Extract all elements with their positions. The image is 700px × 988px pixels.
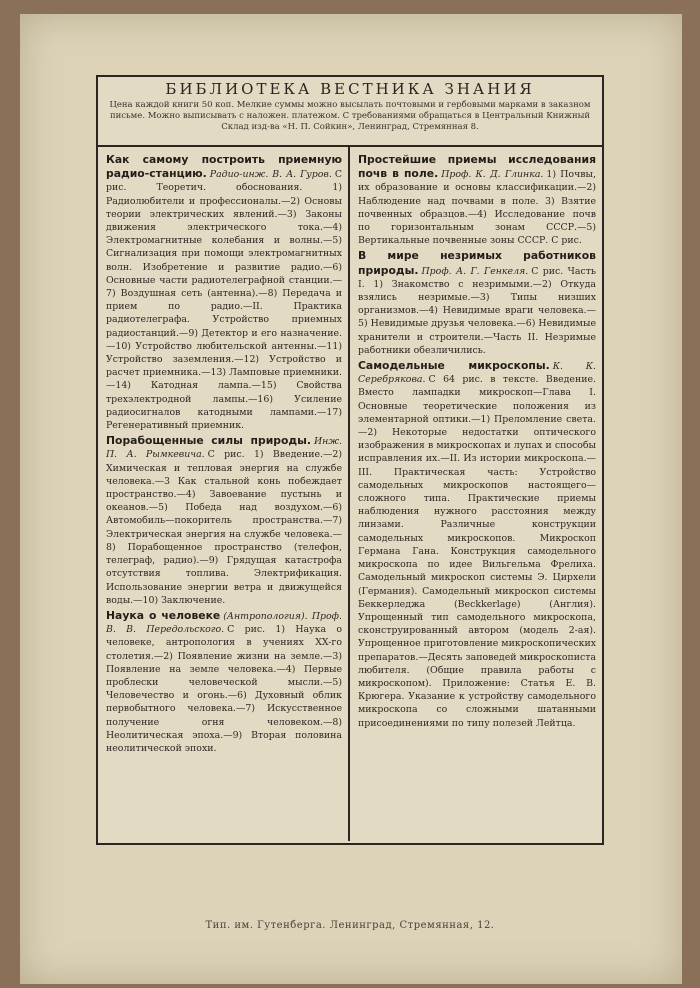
catalog-frame — [96, 75, 604, 845]
book-title: Простейшие приемы исследования почв в поле. — [358, 153, 596, 181]
book-author: Проф. А. Г. Генкеля. — [421, 265, 529, 277]
left-column — [98, 147, 350, 841]
book-title: Порабощенные силы природы. — [106, 434, 311, 448]
book-title: Как самому построить приемную радио-станцию. — [106, 153, 342, 181]
book-contents: С рис. Теоретич. обоснования. 1) Радиолюбители и профессионалы.—2) Основы теории электрических явлений.—3) Законы движения электрического тока.—4) Электромагнитные колебания и волны.—5) Сигнализация при помощи электромагнитных волн. Изобретение и развитие радио.—6) Основные части радиотелеграфной станции.—7) Воздушная сеть (антенна).—8) Передача и прием по радио.—II. Практика радиотелеграфа. Устройство приемных радиостанций.—9) Детектор и его назначение.—10) Устройство любительской антенны.—11) Устройство заземления.—12) Устройство и расчет приемника.—13) Ламповые приемники.—14) Катодная лампа.—15) Свойства трехэлектродной лампы.—16) Усиление радиосигналов катодными лампами.—17) Регенеративный приемник. — [106, 169, 342, 432]
book-entry-microbes — [358, 249, 596, 357]
book-author: Проф. К. Д. Глинка. — [441, 169, 544, 181]
book-entry-radio — [106, 153, 342, 432]
book-contents: С 64 рис. в тексте. Введение. Вместо лампадки микроскоп—Глава I. Основные теоретические положения из элементарной оптики.—1) Преломление света.—2) Некоторые недостатки оптического изображения в микроскопах и лупах и способы исправления их.—II. Из истории микроскопа.—III. Практическая часть: Устройство самодельных микроскопов настоящего—сложного типа. Практические приемы наблюдения нужного расстояния между линзами. Различные конструкции самодельных микроскопов. Микроскоп Германа Гана. Конструкция самодельного микроскопа по идее Вильгельма Фрелиха. Самодельный микроскоп системы Э. Цирхели (Германия). Самодельный микроскоп системы Беккерледжа (Beckkerlage) (Англия). Упрощенный тип самодельного микроскопа, сконструированный автором (модель 2-ая). Упрощенное приготовление микроскопических препаратов.—Десять заповедей микроскописта любителя. (Общие правила работы с микроскопом). Приложение: Статья Е. В. Крюгера. Указание к устройству самодельного микроскопа со сложными шатанными присоединениями по типу полезей Лейтца. — [358, 374, 596, 729]
book-author: Радио-инж. В. А. Гуров. — [209, 169, 332, 181]
book-title: В мире незримых работников природы. — [358, 249, 596, 277]
printer-imprint: Тип. им. Гутенберга. Ленинград, Стремянная, 12. — [205, 920, 495, 931]
book-entry-microscopes — [358, 359, 596, 730]
right-column — [350, 147, 602, 841]
book-contents: С рис. 1) Введение.—2) Химическая и тепловая энергия на службе человека.—3 Как стальной конь побеждает пространство.—4) Завоевание пустынь и океанов.—5) Победа над воздухом.—6) Автомобиль—покоритель пространства.—7) Электрическая энергия на службе человека.—8) Порабощенное пространство (телефон, телеграф, радио).—9) Грядущая катастрофа отсутствия топлива. Электрификация. Использование энергии ветра и движущейся воды.—10) Заключение. — [106, 449, 342, 606]
book-entry-soil — [358, 153, 596, 247]
catalog-header — [98, 77, 602, 147]
book-entry-nature-forces — [106, 434, 342, 607]
book-title: Самодельные микроскопы. — [358, 359, 550, 373]
book-contents: 1) Почвы, их образование и основы классификации.—2) Наблюдение над почвами в поле. 3) Взятие почвенных образцов.—4) Исследование почв по горизонтальным зонам СССР.—5) Вертикальные почвенные зоны СССР. С рис. — [358, 169, 596, 247]
book-author: К. К. Серебрякова. — [358, 361, 597, 386]
library-title: БИБЛИОТЕКА ВЕСТНИКА ЗНАНИЯ — [165, 80, 535, 98]
catalog-columns — [98, 147, 602, 841]
book-contents: С рис. Часть I. 1) Знакомство с незримыми.—2) Откуда взялись незримые.—3) Типы низших организмов.—4) Невидимые враги человека.—5) Невидимые друзья человека.—6) Невидимые хранители и строители.—Часть II. Незримые работники обезличились. — [358, 265, 596, 356]
book-title: Наука о человеке — [106, 608, 221, 622]
book-author: (Антропология). Проф. В. В. Передольского. — [106, 610, 342, 636]
library-description: Цена каждой книги 50 коп. Мелкие суммы можно высылать почтовыми и гербовыми марками в заказном письме. Можно выписывать с наложен. платежом. С требованиями обращаться в Центральный Книжный Склад изд-ва «Н. П. Сойкин», Ленинград, Стремянная 8. — [109, 100, 591, 132]
book-contents: С рис. 1) Наука о человеке, антропология в учениях XX-го столетия.—2) Появление жизни на земле.—3) Появление на земле человека.—4) Первые проблески человеческой мысли.—5) Человечество и огонь.—6) Духовный облик первобытного человека.—7) Искусственное получение огня человеком.—8) Неолитическая эпоха.—9) Вторая половина неолитической эпохи. — [106, 624, 342, 754]
book-author: Инж. П. А. Рымкевича. — [106, 436, 342, 461]
book-entry-anthropology — [106, 609, 342, 755]
